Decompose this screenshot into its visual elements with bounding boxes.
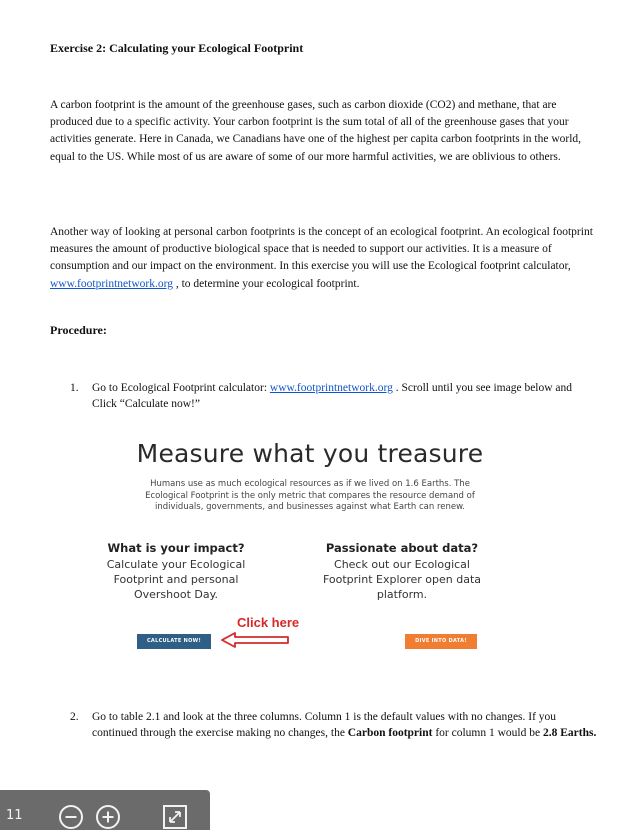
procedure-step-1 <box>70 380 598 412</box>
fit-page-icon <box>162 804 188 830</box>
step-text-part: . Scroll until you see image below and Click “Calculate now!” <box>92 382 573 410</box>
plus-circle-icon <box>95 804 121 830</box>
paragraph-ecological-footprint <box>50 224 602 293</box>
embed-subtitle: Humans use as much ecological resources as if we lived on 1.6 Earths. The Ecological Footprint is the only metric that compares the resource demand of individuals, governments, and businesses against what Earth can renew. <box>145 479 475 512</box>
step-text <box>92 709 598 741</box>
page-number: 11 <box>6 808 23 823</box>
footprint-network-link[interactable]: www.footprintnetwork.org <box>50 277 173 290</box>
data-column <box>312 541 492 602</box>
minus-circle-icon <box>58 804 84 830</box>
viewer-toolbar <box>0 790 210 830</box>
exercise-title: Exercise 2: Calculating your Ecological Footprint <box>50 41 304 55</box>
data-text: Check out our Ecological Footprint Explorer open data platform. <box>322 558 482 601</box>
paragraph-carbon-footprint: A carbon footprint is the amount of the greenhouse gases, such as carbon dioxide (CO2) and methane, that are produced due to a specific activity. Your carbon footprint is the sum total of all of the greenhouse gases that your activities generate. Here in Canada, we Canadians have one of the highest per capita carbon footprints in the world, equal to the US. While most of us are aware of some of our more harmful activities, we are oblivious to others. <box>50 99 582 163</box>
impact-column <box>86 541 266 602</box>
impact-text: Calculate your Ecological Footprint and personal Overshoot Day. <box>106 558 246 601</box>
zoom-out-button[interactable] <box>58 804 84 830</box>
paragraph-text: Another way of looking at personal carbon footprints is the concept of an ecological footprint. An ecological footprint measures the amount of productive biological space that is needed to support our activities. It is a measure of consumption and our impact on the environment. In this exercise you will use the Ecological footprint calculator, <box>50 226 593 273</box>
carbon-footprint-term: Carbon footprint <box>347 727 433 739</box>
step-text-part: Go to Ecological Footprint calculator: <box>92 382 270 394</box>
paragraph-text: , to determine your ecological footprint. <box>172 277 360 290</box>
click-here-annotation: Click here <box>237 615 300 630</box>
fit-page-button[interactable] <box>162 804 188 830</box>
procedure-step-2 <box>70 709 598 741</box>
data-heading: Passionate about data? <box>325 541 479 555</box>
dive-into-data-button[interactable]: DIVE INTO DATA! <box>405 634 477 649</box>
embedded-website-image <box>100 432 520 657</box>
step-text-part: for column 1 would be <box>432 727 543 739</box>
zoom-in-button[interactable] <box>95 804 121 830</box>
step-text-part: Go to table 2.1 and look at the three columns. Column 1 is the default values with no changes. If you continued through the exercise making no changes, the <box>92 711 557 739</box>
step-number: 2. <box>70 711 79 723</box>
calculate-now-button[interactable]: CALCULATE NOW! <box>137 634 211 649</box>
step-number: 1. <box>70 382 79 394</box>
footprint-network-link[interactable]: www.footprintnetwork.org <box>269 382 393 394</box>
procedure-heading: Procedure: <box>50 323 107 337</box>
left-arrow-icon <box>220 632 292 648</box>
earths-value: 2.8 Earths. <box>542 727 597 739</box>
embed-title: Measure what you treasure <box>136 439 484 468</box>
step-text <box>92 380 598 412</box>
impact-heading: What is your impact? <box>107 541 245 555</box>
